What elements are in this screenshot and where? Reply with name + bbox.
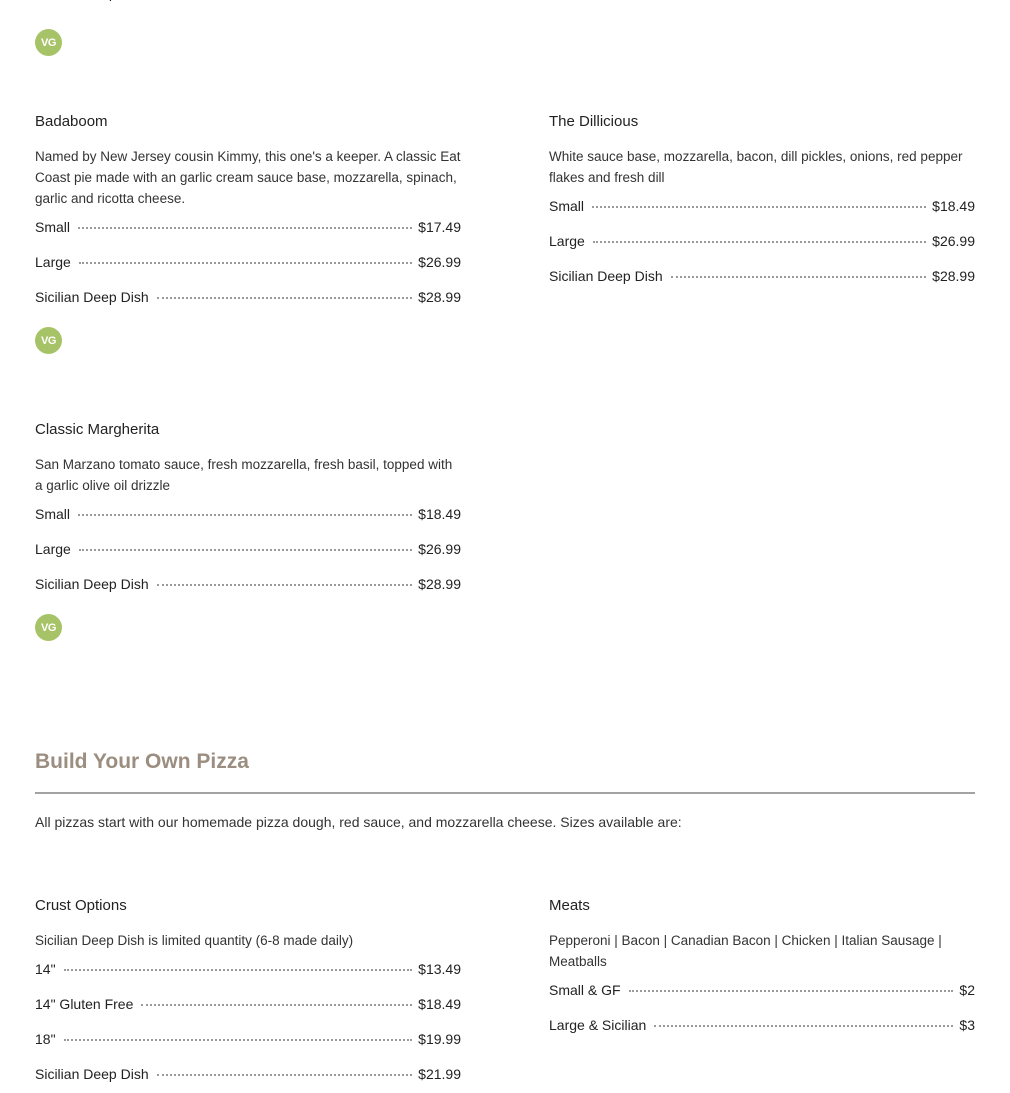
price-row (35, 0, 461, 18)
price-row (35, 539, 461, 574)
size-price: $19.99 (418, 1031, 461, 1047)
item-title: Crust Options (35, 897, 127, 914)
dot-leader (592, 206, 926, 208)
size-label: Small (35, 219, 71, 235)
size-price: $26.99 (932, 233, 975, 249)
menu-item-dillicious (549, 112, 975, 301)
size-price: $18.49 (932, 198, 975, 214)
price-row (35, 994, 461, 1029)
section-divider (35, 792, 975, 794)
dot-leader (64, 969, 413, 971)
size-price: $18.49 (418, 996, 461, 1012)
price-row (35, 959, 461, 994)
price-row (549, 980, 975, 1015)
menu-item-margherita (35, 420, 461, 641)
dot-leader (629, 990, 954, 992)
vegetarian-badge-icon: VG (35, 327, 62, 354)
dot-leader (79, 262, 412, 264)
price-row (35, 252, 461, 287)
size-label: Sicilian Deep Dish (35, 1066, 149, 1082)
size-label: Sicilian Deep Dish (35, 289, 149, 305)
size-label: 14" Gluten Free (35, 996, 134, 1012)
menu-item-crust-options (35, 896, 461, 1093)
menu-item-partial (35, 0, 461, 56)
size-label: Large (35, 254, 71, 270)
price-row (549, 1015, 975, 1050)
item-title: The Dillicious (549, 113, 639, 130)
dot-leader (64, 1039, 413, 1041)
size-label: Large & Sicilian (549, 1017, 647, 1033)
size-price: $17.49 (418, 219, 461, 235)
section-title: Build Your Own Pizza (35, 750, 249, 773)
dot-leader (593, 241, 926, 243)
size-price: $3 (959, 1017, 975, 1033)
item-description: Named by New Jersey cousin Kimmy, this one's a keeper. A classic Eat Coast pie made with an garlic cream sauce base, mozzarella, spinach, garlic and ricotta cheese. (35, 149, 461, 206)
size-price: $26.99 (418, 541, 461, 557)
size-label: 14" (35, 961, 56, 977)
size-price: $13.49 (418, 961, 461, 977)
item-description: Pepperoni | Bacon | Canadian Bacon | Chicken | Italian Sausage | Meatballs (549, 933, 942, 969)
price-row (35, 1064, 461, 1093)
price-row (35, 574, 461, 609)
size-label: 18" (35, 1031, 56, 1047)
size-label: Large (35, 541, 71, 557)
dot-leader (671, 276, 927, 278)
dot-leader (141, 1004, 412, 1006)
size-price: $2 (959, 982, 975, 998)
menu-item-badaboom (35, 112, 461, 354)
dot-leader (157, 1074, 413, 1076)
dot-leader (654, 1025, 953, 1027)
dot-leader (157, 584, 413, 586)
menu-item-meats (549, 896, 975, 1050)
price-row (35, 504, 461, 539)
item-description: San Marzano tomato sauce, fresh mozzarella, fresh basil, topped with a garlic olive oil drizzle (35, 457, 453, 493)
section-intro: All pizzas start with our homemade pizza dough, red sauce, and mozzarella cheese. Sizes available are: (35, 814, 682, 830)
vegetarian-badge-icon: VG (35, 29, 62, 56)
item-description: White sauce base, mozzarella, bacon, dill pickles, onions, red pepper flakes and fresh dill (549, 149, 963, 185)
price-row (549, 196, 975, 231)
size-price: $26.99 (418, 254, 461, 270)
price-row (35, 1029, 461, 1064)
item-title: Meats (549, 897, 590, 914)
size-label: Sicilian Deep Dish (549, 268, 663, 284)
price-row (35, 217, 461, 252)
price-row (549, 231, 975, 266)
price-row (35, 287, 461, 322)
size-price: $28.99 (418, 576, 461, 592)
item-title: Badaboom (35, 113, 108, 130)
price-row (549, 266, 975, 301)
size-label: Small (35, 506, 71, 522)
dot-leader (157, 297, 413, 299)
size-price: $21.99 (418, 1066, 461, 1082)
size-label: Small & GF (549, 982, 621, 998)
item-description: Sicilian Deep Dish is limited quantity (6-8 made daily) (35, 933, 354, 948)
item-title: Classic Margherita (35, 421, 160, 438)
dot-leader (79, 549, 412, 551)
vegetarian-badge-icon: VG (35, 614, 62, 641)
size-price: $18.49 (418, 506, 461, 522)
dot-leader (78, 514, 412, 516)
size-label: Small (549, 198, 585, 214)
size-price (418, 0, 461, 3)
size-label: Sicilian Deep Dish (35, 576, 149, 592)
size-price: $28.99 (418, 289, 461, 305)
size-label (35, 0, 149, 3)
size-label: Large (549, 233, 585, 249)
dot-leader (78, 227, 412, 229)
size-price: $28.99 (932, 268, 975, 284)
